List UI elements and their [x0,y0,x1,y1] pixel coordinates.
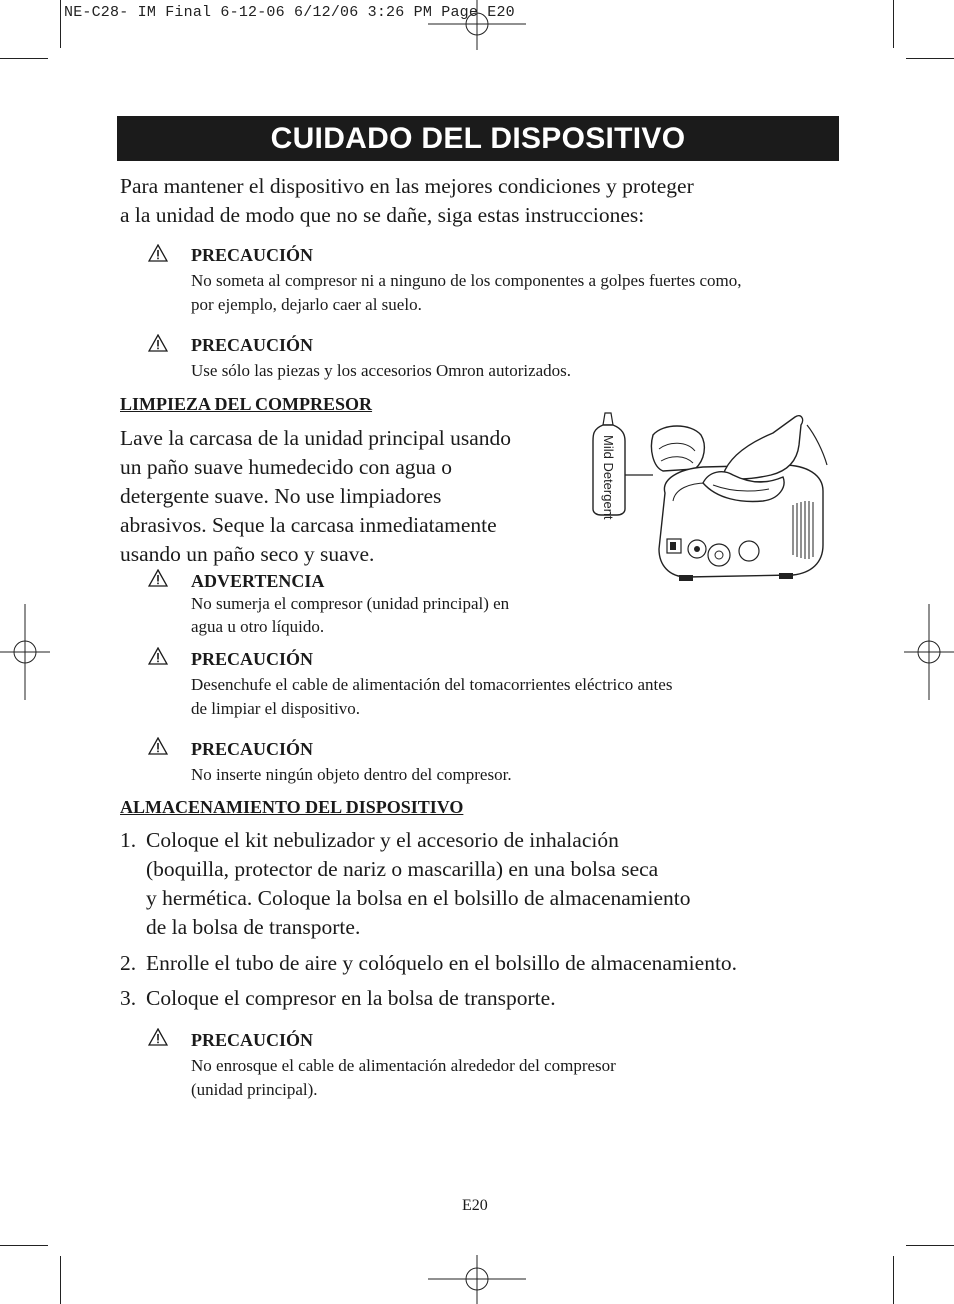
list-item [120,826,820,942]
caution-block [191,245,741,317]
caution-text [191,673,672,721]
list-number: 3. [120,986,137,1010]
list-item [120,984,820,1013]
registration-mark-icon [428,1255,526,1304]
warning-line: No sumerja el compresor (unidad principal) en [191,594,510,613]
caution-line: de limpiar el dispositivo. [191,699,361,718]
list-line: Coloque el kit nebulizador y el accesorio de inhalación [146,828,619,852]
caution-text [191,359,571,383]
warning-block [191,571,509,638]
caution-line: Use sólo las piezas y los accesorios Omron autorizados. [191,361,572,380]
section-heading-cleaning: LIMPIEZA DEL COMPRESOR [120,394,373,414]
cleaning-line: usando un paño seco y suave. [120,542,375,566]
warning-triangle-icon [148,647,168,665]
caution-line: No someta al compresor ni a ninguno de los componentes a golpes fuertes como, [191,271,742,290]
caution-line: Desenchufe el cable de alimentación del tomacorrientes eléctrico antes [191,675,673,694]
cleaning-line: abrasivos. Seque la carcasa inmediatamente [120,513,497,537]
caution-text [191,1054,616,1102]
caution-line: No inserte ningún objeto dentro del compresor. [191,765,512,784]
caution-block [191,739,512,787]
list-text [146,826,691,942]
caution-text [191,763,512,787]
registration-mark-icon [0,604,50,700]
caution-block [191,649,672,721]
caution-block [191,335,571,383]
list-line: de la bolsa de transporte. [146,915,361,939]
caution-title: PRECAUCIÓN [191,649,314,669]
warning-triangle-icon [148,1028,168,1046]
section-heading-storage: ALMACENAMIENTO DEL DISPOSITIVO [120,797,464,817]
list-line: (boquilla, protector de nariz o mascarilla) en una bolsa seca [146,857,659,881]
caution-line: por ejemplo, dejarlo caer al suelo. [191,295,422,314]
caution-title: PRECAUCIÓN [191,739,314,759]
list-text [146,984,556,1013]
list-line: Coloque el compresor en la bolsa de transporte. [146,986,556,1010]
intro-line: Para mantener el dispositivo en las mejores condiciones y proteger [120,174,694,198]
cleaning-paragraph [120,424,511,569]
registration-mark-icon [428,0,526,50]
page-number: E20 [462,1197,488,1214]
warning-triangle-icon [148,569,168,587]
caution-title: PRECAUCIÓN [191,245,314,265]
page-title: CUIDADO DEL DISPOSITIVO [270,122,686,155]
caution-block [191,1030,616,1102]
bottle-label: Mild Detergent [601,435,616,520]
cleaning-line: detergente suave. No use limpiadores [120,484,442,508]
warning-triangle-icon [148,334,168,352]
list-line: y hermética. Coloque la bolsa en el bolsillo de almacenamiento [146,886,691,910]
caution-text [191,269,741,317]
warning-text [191,592,509,638]
list-number: 2. [120,951,137,975]
warning-line: agua u otro líquido. [191,617,325,636]
warning-triangle-icon [148,737,168,755]
caution-title: PRECAUCIÓN [191,1030,314,1050]
title-bar [117,116,839,161]
warning-title: ADVERTENCIA [191,571,325,591]
list-number: 1. [120,828,137,852]
print-slug: NE-C28- IM Final 6-12-06 6/12/06 3:26 PM Page E20 [64,4,515,21]
list-line: Enrolle el tubo de aire y colóquelo en el bolsillo de almacenamiento. [146,951,738,975]
intro-line: a la unidad de modo que no se dañe, siga estas instrucciones: [120,203,645,227]
caution-title: PRECAUCIÓN [191,335,314,355]
warning-triangle-icon [148,244,168,262]
caution-line: No enrosque el cable de alimentación alrededor del compresor [191,1056,616,1075]
intro-paragraph [120,172,694,230]
registration-mark-icon [904,604,954,700]
list-item [120,949,820,978]
cleaning-line: Lave la carcasa de la unidad principal usando [120,426,511,450]
cleaning-line: un paño suave humedecido con agua o [120,455,452,479]
list-text [146,949,737,978]
caution-line: (unidad principal). [191,1080,318,1099]
cleaning-illustration [583,405,831,585]
